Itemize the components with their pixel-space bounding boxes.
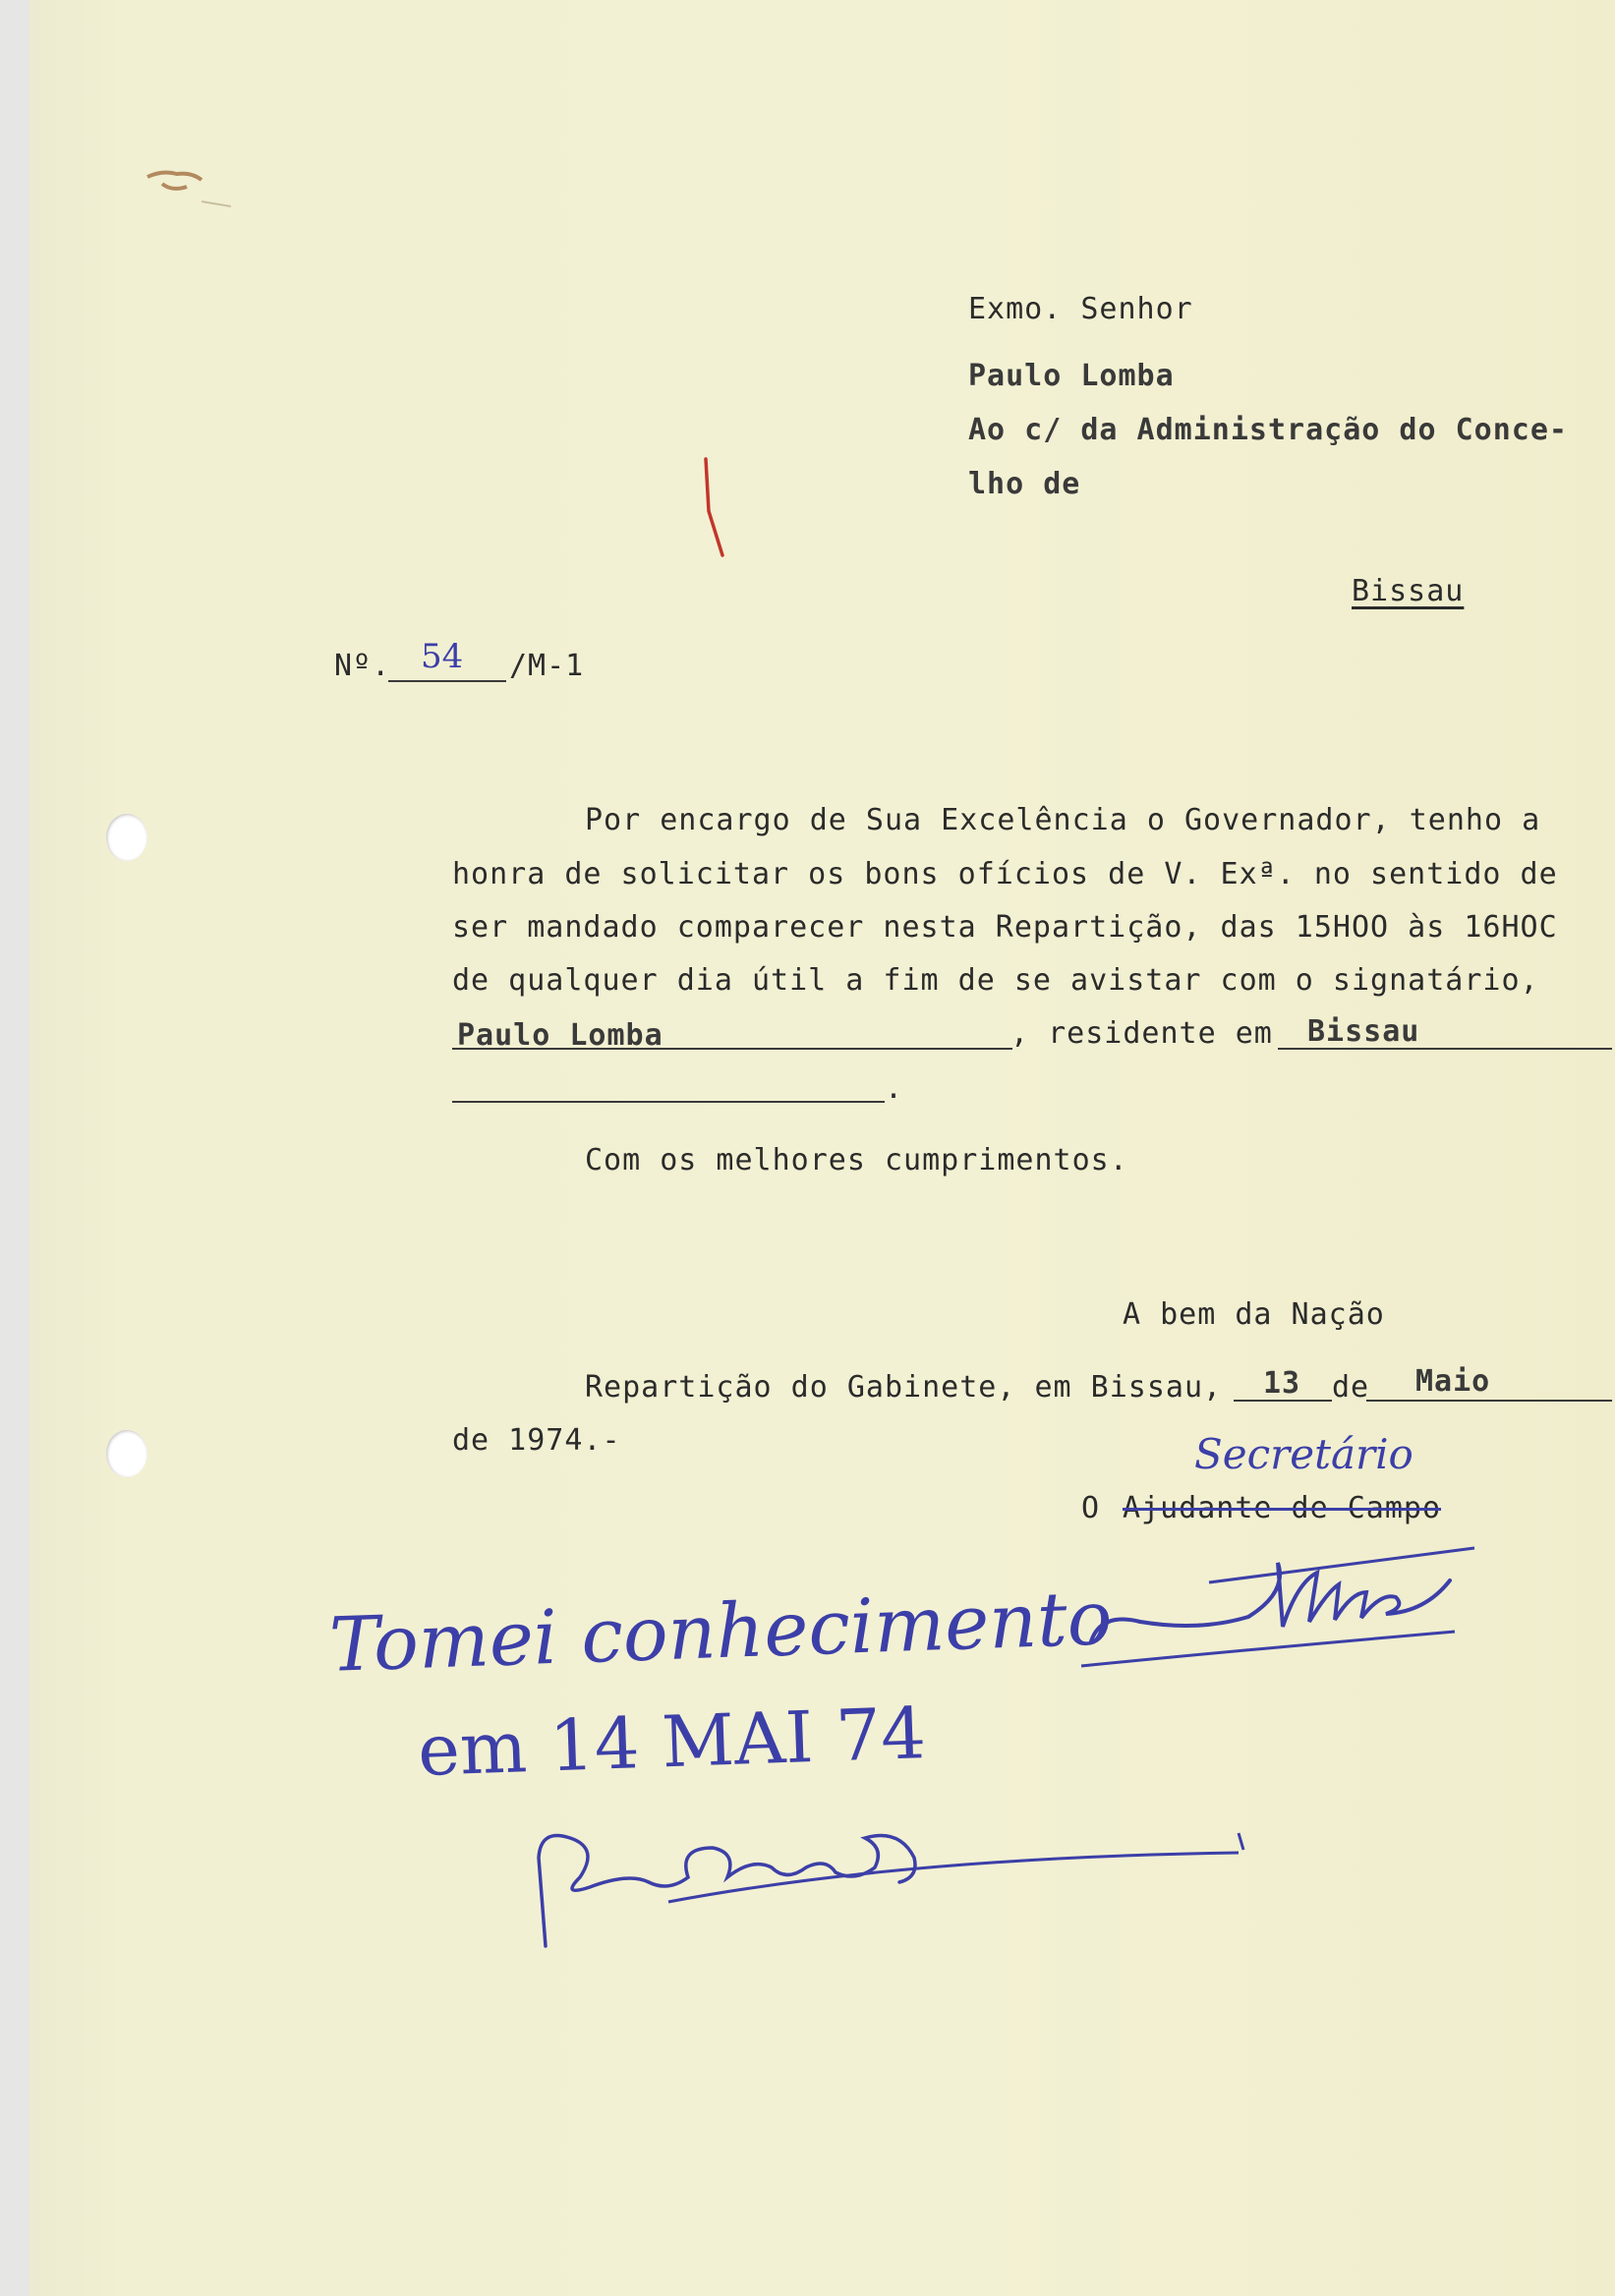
document-page [29, 0, 1615, 2296]
title-prefix: O [1081, 1491, 1101, 1525]
recipient-line-2: Ao c/ da Administração do Conce- [968, 413, 1568, 447]
name-fill-line [452, 1048, 1012, 1050]
body-line-3: ser mandado comparecer nesta Repartição, das 15HOO às 16HOC [452, 910, 1558, 945]
title-struck: Ajudante de Campo [1123, 1491, 1442, 1525]
body-line-4: de qualquer dia útil a fim de se avistar com o signatário, [452, 963, 1539, 998]
punch-hole-top [106, 814, 147, 861]
filled-city: Bissau [1307, 1014, 1420, 1049]
reference-number-line [388, 680, 506, 682]
recipient-city: Bissau [1352, 574, 1465, 608]
reference-prefix: Nº. [334, 649, 391, 683]
title-correction-handwritten: Secretário [1194, 1430, 1413, 1478]
body-line-1: Por encargo de Sua Excelência o Governador, tenho a [585, 803, 1541, 837]
recipient-line-3: lho de [968, 467, 1081, 501]
paper-stain [143, 162, 231, 221]
reference-number: 54 [421, 637, 464, 676]
red-check-mark [703, 457, 732, 565]
scan-edge [0, 0, 29, 2296]
date-day: 13 [1263, 1366, 1301, 1401]
official-signature [1081, 1523, 1474, 1681]
date-year-line: de 1974.- [452, 1423, 621, 1458]
recipient-name: Paulo Lomba [968, 359, 1175, 393]
closing: A bem da Nação [1123, 1297, 1385, 1332]
filled-name: Paulo Lomba [457, 1018, 663, 1053]
note-line-2: em 14 MAI 74 [416, 1692, 928, 1792]
body-line-2: honra de solicitar os bons ofícios de V. Exª. no sentido de [452, 857, 1558, 891]
salutation: Exmo. Senhor [968, 292, 1193, 326]
city-fill-line [1278, 1048, 1612, 1050]
date-month: Maio [1415, 1364, 1491, 1399]
note-line-1: Tomei conhecimento [327, 1574, 1114, 1689]
greeting: Com os melhores cumprimentos. [585, 1143, 1128, 1177]
date-day-line [1234, 1400, 1332, 1402]
date-de-label: de [1332, 1370, 1370, 1405]
body-line-6-end: . [885, 1071, 904, 1106]
dateline-prefix: Repartição do Gabinete, em Bissau, [585, 1370, 1223, 1405]
residente-label: , residente em [1010, 1016, 1273, 1051]
address-continuation-line [452, 1101, 885, 1103]
reference-suffix: /M-1 [509, 649, 585, 683]
punch-hole-bottom [106, 1430, 147, 1477]
receipt-signature [511, 1789, 1258, 1966]
date-month-line [1366, 1400, 1612, 1402]
